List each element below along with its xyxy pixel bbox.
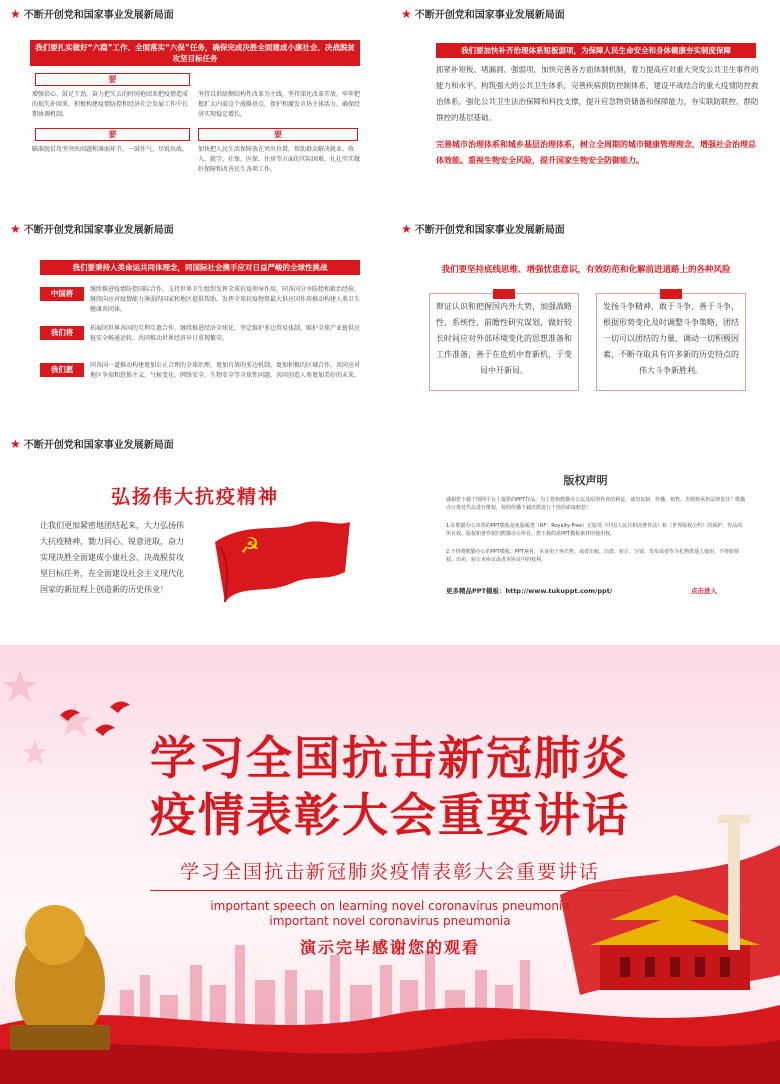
slide7-title-line-2: 疫情表彰大会重要讲话 <box>150 788 630 842</box>
slide6-text-1: 感谢您下载千图网平台上提供的PPT作品，为了您和熊猫办公以及原创作者的利益，请勿复制、传播、销售，否则将承担法律责任！熊猫办公将对作品进行维权，按照传播下载次数进行十倍的索取赔偿！ <box>446 497 746 511</box>
header-title: 不断开创党和国家事业发展新局面 <box>23 10 174 21</box>
slide-3 <box>0 215 389 428</box>
flag-emblem-icon: ☭ <box>240 534 260 559</box>
slide-header <box>10 6 174 21</box>
flag-icon <box>205 512 355 612</box>
slide3-text-1: 继续推进疫情防控国际合作，支持世界卫生组织发挥全球抗疫领导作用，同各国分享防控和救治经验，继续向应对疫情能力薄弱的国家和地区提供帮助，发挥全球抗疫物资最大供应国作用推动构建人类卫生健康共同体。 <box>90 286 361 313</box>
header-title: 不断开创党和国家事业发展新局面 <box>23 225 174 236</box>
slide4-card-right-text: 发扬斗争精神，敢于斗争、善于斗争，根据形势变化及时调整斗争策略，团结一切可以团结的力量，调动一切积极因素，不断夺取具有许多新的历史特点的伟大斗争新胜利。 <box>603 302 739 375</box>
slide1-banner: 我们要扎实做好“六稳”工作、全面落实“六保”任务，确保完成决胜全面建成小康社会、决战脱贫攻坚目标任务 <box>30 40 360 66</box>
slide-header <box>401 221 565 236</box>
slide6-text-2: 1.在熊猫办公出售的PPT模板是免版税类（RF：Royalty-Free）正版受《中国人民共和国著作法》和《世界版权公约》的保护，作品的所有权、版权和著作权归熊猫办公所有，您下载的是PPT模板素材的使用权。 <box>446 523 743 537</box>
slide-1 <box>0 0 389 213</box>
header-title: 不断开创党和国家事业发展新局面 <box>414 225 565 236</box>
slide6-more-link[interactable]: 更多精品PPT模板：http://www.tukuppt.com/ppt/ <box>446 587 613 595</box>
slide-4 <box>391 215 780 428</box>
slide2-banner: 我们要加快补齐治理体系短板弱项，为保障人民生命安全和身体健康夯实制度保障 <box>436 43 756 58</box>
slide2-highlight: 完善城市治理体系和城乡基层治理体系，树立全周期的城市健康管理理念，增强社会治理总体效能。重视生物安全风险，提升国家生物安全防御能力。 <box>436 140 756 165</box>
slide3-banner: 我们要秉持人类命运共同体理念，同国际社会携手应对日益严峻的全球性挑战 <box>40 260 360 275</box>
header-title: 不断开创党和国家事业发展新局面 <box>23 440 174 451</box>
slide3-tag-2: 我们将 <box>40 326 84 340</box>
slide4-card-left-text: 辩证认识和把握国内外大势，加强战略性、系统性、前瞻性研究谋划，做好较长时间应对外部环境变化的思想准备和工作准备，善于在危机中育新机、于变局中开新局。 <box>436 302 572 375</box>
stone-lion-icon <box>10 905 110 1050</box>
slide-5 <box>0 430 389 643</box>
slide7-english: important speech on learning novel coronavirus pneumonia important novel coronavirus pneumonia <box>210 899 570 928</box>
slide7-subtitle: 学习全国抗击新冠肺炎疫情表彰大会重要讲话 <box>179 861 600 883</box>
star-icon: ★ <box>10 436 21 451</box>
slide3-tag-3: 我们愿 <box>40 363 84 377</box>
slide7-title-line-1: 学习全国抗击新冠肺炎 <box>150 731 630 785</box>
slide1-label-2-right: 要 <box>198 128 358 141</box>
star-icon: ★ <box>10 221 21 236</box>
slide-2 <box>391 0 780 213</box>
slide2-paragraph: 抓紧补短板、堵漏洞、强弱项，加快完善各方面体制机制，着力提高应对重大突发公共卫生事件的能力和水平。构筑强大的公共卫生体系，完善疾病预防控制体系，建设平战结合的重大疫情防控救治体系，强化公共卫生法治保障和科技支撑，提升应急物资储备和保障能力，夯实联防联控、群防群控的基层基础。 <box>436 65 759 122</box>
slide1-text-right-1: 坚持以供给侧结构性改革为主线，坚持深化改革开放，牢牢把握扩大内需这个战略基点，保护和激发市场主体活力，确保经济实现稳定增长。 <box>198 91 361 118</box>
slide6-text-3: 2.不得将熊猫办公的PPT模板、PPT素材，本身用于再出售，或者出租、出借、转让、分销、发布或者作为礼物供他人使用，不得转授权、出卖、转让本协议或者本协议中的权利。 <box>446 549 739 563</box>
slide7-divider <box>0 890 780 891</box>
slide6-title: 版权声明 <box>563 474 608 487</box>
slide5-title: 弘扬伟大抗疫精神 <box>110 486 279 508</box>
slide1-label-1: 要 <box>35 73 190 86</box>
slide4-card-left-tab <box>493 289 515 299</box>
slide-6 <box>391 430 780 643</box>
header-title: 不断开创党和国家事业发展新局面 <box>414 10 565 21</box>
slide1-text-right-2: 加快把人民生活保障放在突出位置，帮助群众解决就业、收入、就学、社保、医保、住房等方面的实际困难，扎扎实实做好保障和改善民生各项工作。 <box>198 146 361 173</box>
slide-header <box>10 221 174 236</box>
slide3-text-3: 同各国一道推动构建更加公正合理的全球治理，更加有效的多边机制，更加积极的区域合作，共同应对地区争端和恐怖主义、气候变化、网络安全、生物安全等全球性问题，共同创造人类更加美好的未来。 <box>90 362 361 379</box>
slide7-thanks: 演示完毕感谢您的观看 <box>299 938 480 957</box>
slide5-paragraph: 让我们更加紧密地团结起来，大力弘扬伟大抗疫精神，勠力同心、锐意进取，奋力实现决胜全面建成小康社会、决战脱贫攻坚目标任务，在全面建设社会主义现代化国家的新征程上创造新的历史伟业！ <box>40 521 184 594</box>
slide4-card-right-tab <box>660 289 682 299</box>
slide-7 <box>0 645 780 1084</box>
slide3-text-2: 拓展同世界各国的互利互惠合作，继续推进经济全球化，坚定维护多边贸易体制，维护全球产业链供应链安全畅通运转，共同推动世界经济早日重现繁荣。 <box>90 325 361 342</box>
slide-header <box>10 436 174 451</box>
slide1-label-2-left: 要 <box>35 128 190 141</box>
slide1-text-left-1: 增强信心、鼓足干劲，奋力把失去的时间抢回来把疫情造成的损失补回来。积极构建疫情防控和经济社会发展工作中长期协调机制。 <box>32 91 189 118</box>
star-icon: ★ <box>401 221 412 236</box>
star-icon: ★ <box>10 6 21 21</box>
slide3-tag-1: 中国将 <box>40 287 84 301</box>
slide-header <box>401 6 565 21</box>
star-icon: ★ <box>401 6 412 21</box>
slide1-text-left-2: 瞄准脱贫攻坚突出问题和薄弱环节，一鼓作气、尽锐出战。 <box>32 146 189 153</box>
slide4-title: 我们要坚持底线思维、增强忧患意识，有效防范和化解前进道路上的各种风险 <box>441 265 731 275</box>
slide6-click-link[interactable]: 点击进入 <box>691 587 717 595</box>
